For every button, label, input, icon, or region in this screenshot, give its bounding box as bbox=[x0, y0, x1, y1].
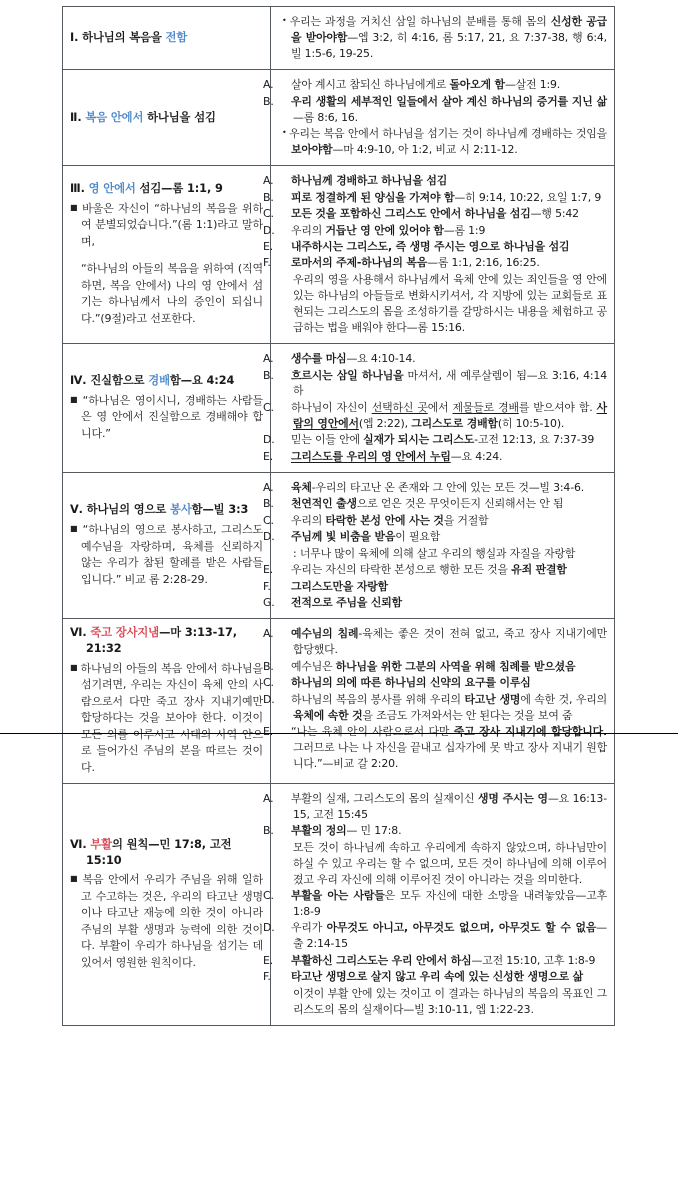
list-marker: E. bbox=[263, 563, 274, 577]
text-run: 신성한 공급을 받아야함 bbox=[291, 15, 607, 44]
list-marker: G. bbox=[263, 596, 275, 609]
list-item bbox=[263, 595, 607, 611]
text-run: 죽고 장사지냄 bbox=[90, 626, 160, 640]
point-list bbox=[263, 77, 607, 158]
text-run: 돌아오게 함 bbox=[449, 78, 505, 92]
table-row bbox=[63, 344, 615, 473]
text-run: 우리는 복음 안에서 하나님을 섬기는 것이 하나님께 경배하는 것임을 bbox=[289, 127, 607, 141]
section-heading-cell bbox=[63, 784, 271, 1026]
point-list bbox=[263, 791, 608, 1017]
text-run: 함—빌 3:3 bbox=[191, 503, 249, 517]
list-item bbox=[263, 351, 607, 367]
list-marker: D. bbox=[263, 433, 275, 447]
list-item bbox=[278, 272, 607, 336]
text-run: —히 9:14, 10:22, 요일 1:7, 9 bbox=[454, 190, 602, 204]
text-run: 보아야함 bbox=[291, 142, 333, 156]
text-run: 로마서의 주제-하나님의 복음 bbox=[291, 256, 428, 270]
section-note-bullet bbox=[70, 393, 263, 443]
text-run: 우리의 영을 사용해서 하나님께서 육체 안에 있는 죄인들을 영 안에 있는 하나님의 아들들로 변화시키셔서, 각 지방에 있는 교회들로 표현되는 그리스도의 몸을 조성하기를 갈망하시는 내용을 체험하고 공급하는 법을 배워야 한다 bbox=[293, 272, 607, 334]
section-heading-cell bbox=[63, 70, 271, 166]
list-item bbox=[263, 920, 607, 952]
text-run: 복음 안에서 bbox=[85, 110, 148, 124]
list-item bbox=[263, 692, 607, 724]
section-note-bullet bbox=[70, 661, 263, 777]
text-run: 을 조금도 가져와서는 안 된다는 것을 보여 줌 bbox=[362, 708, 573, 722]
list-marker: A. bbox=[263, 352, 274, 366]
page-break-rule bbox=[0, 733, 678, 734]
text-run: 주님께 빛 비춤을 받음 bbox=[291, 530, 396, 544]
list-item bbox=[263, 969, 607, 985]
text-run: 살아 계시고 참되신 하나님에게로 bbox=[291, 78, 450, 92]
section-heading bbox=[70, 625, 263, 656]
text-run: 모든 것이 하나님께 속하고 우리에게 속하지 않았으며, 하나님만이 하실 수 있고 우리는 할 수 없으며, 모든 것이 하나님에 의해 이루어 졌고 우리 자신에 의해 이루어진 것이 아니라는 것을 의미한다. bbox=[293, 840, 607, 886]
text-run: 우리가 bbox=[291, 921, 327, 935]
text-run: 에 속한 것, 우리의 bbox=[520, 692, 607, 706]
text-run: — 민 17:8. bbox=[346, 824, 402, 838]
text-run: 에서 bbox=[427, 400, 453, 414]
table-row bbox=[63, 784, 615, 1026]
list-marker: C. bbox=[263, 207, 274, 221]
text-run: —출 2:14-15 bbox=[293, 921, 607, 951]
section-note-text: 하나님의 아들의 복음 안에서 하나님을 섬기려면, 우리는 자신이 육체 안의 사람으로서 다만 죽고 장사 지내기예만 합당하다는 것을 보아야 한다. 이것이 모든 의를 이루시고 시대의 사역 안으로 들어가신 주님의 본을 따르는 것이다. bbox=[80, 661, 263, 774]
text-run: 우리는 과정을 거치신 삼일 하나님의 분배를 통해 몸의 bbox=[289, 15, 551, 28]
list-item bbox=[263, 94, 607, 126]
text-run: 흐르시는 삼일 하나님을 bbox=[291, 368, 404, 382]
square-bullet-icon: ■ bbox=[70, 202, 83, 212]
list-item bbox=[278, 986, 607, 1018]
list-item bbox=[263, 724, 607, 772]
list-item bbox=[263, 562, 607, 578]
text-run: 은 모두 자신에 대한 소망을 내려놓았음—고후 1:8-9 bbox=[293, 889, 608, 919]
square-bullet-icon: ■ bbox=[70, 662, 81, 672]
point-list bbox=[263, 351, 607, 464]
text-run: 하나님께 경배하고 하나님을 섬김 bbox=[291, 174, 448, 188]
list-item bbox=[263, 953, 607, 969]
section-numeral: Ⅳ. bbox=[70, 374, 91, 388]
text-run: -고전 12:13, 요 7:37-39 bbox=[474, 433, 595, 447]
list-item bbox=[263, 449, 607, 465]
text-run: —마 4:9-10, 아 1:2, 비교 시 2:11-12. bbox=[332, 142, 518, 156]
text-run: 피로 정결하게 된 양심을 가져야 함 bbox=[291, 190, 455, 204]
text-run: (엡 2:22), bbox=[358, 416, 412, 430]
text-run: : 너무나 많이 육체에 의해 살고 우리의 행실과 자질을 자랑함 bbox=[293, 546, 576, 560]
list-item bbox=[263, 513, 607, 529]
list-item bbox=[263, 626, 607, 658]
text-run: 하나님의 복음을 bbox=[82, 30, 166, 44]
point-list bbox=[263, 626, 607, 771]
section-numeral: Ⅵ. bbox=[70, 626, 91, 640]
text-run: 하나님의 의에 따른 하나님의 신약의 요구를 이루심 bbox=[291, 676, 531, 690]
dot-bullet-icon: • bbox=[282, 128, 290, 138]
text-run: 생명 주시는 영 bbox=[477, 792, 548, 806]
text-run: —요 4:24. bbox=[450, 449, 503, 463]
text-run: 사람의 영안에서 bbox=[293, 400, 607, 430]
list-item bbox=[263, 496, 607, 512]
text-run: 선택하신 곳 bbox=[371, 400, 428, 414]
point-list bbox=[278, 14, 607, 62]
text-run: 거듭난 영 안에 있어야 함 bbox=[325, 223, 444, 237]
section-heading bbox=[70, 110, 263, 126]
list-item bbox=[263, 223, 607, 239]
text-run: —행 5:42 bbox=[530, 207, 579, 221]
text-run: 봉사 bbox=[170, 503, 192, 517]
list-item bbox=[263, 659, 607, 675]
text-run: -우리의 타고난 온 존재와 그 안에 있는 모든 것—빌 3:4-6. bbox=[311, 481, 585, 495]
list-marker: E. bbox=[263, 724, 274, 738]
text-run: 믿는 이들 안에 bbox=[291, 433, 364, 447]
list-item bbox=[278, 840, 607, 888]
list-marker: A. bbox=[263, 174, 274, 188]
text-run: 하나님을 위한 그분의 사역을 위해 침례를 받으셨음 bbox=[335, 659, 576, 673]
table-row bbox=[63, 473, 615, 619]
section-heading-cell bbox=[63, 166, 271, 344]
text-run: 전적으로 주님을 신뢰함 bbox=[291, 596, 402, 609]
list-marker: E. bbox=[263, 240, 274, 254]
section-heading-cell bbox=[63, 619, 271, 784]
text-run: 부활 bbox=[90, 837, 112, 851]
list-item bbox=[263, 173, 607, 189]
list-item bbox=[263, 791, 607, 823]
text-run: —롬 15:16. bbox=[406, 320, 466, 334]
section-points-cell bbox=[263, 166, 615, 344]
list-item bbox=[263, 77, 607, 93]
list-item bbox=[263, 529, 607, 545]
list-marker: E. bbox=[263, 953, 274, 967]
list-item bbox=[263, 480, 607, 496]
text-run: —빌 3:10-11, 엡 1:22-23. bbox=[403, 1002, 534, 1016]
list-marker: C. bbox=[263, 676, 274, 690]
list-marker: A. bbox=[263, 792, 274, 806]
text-run: —고전 15:10, 고후 1:8-9 bbox=[471, 953, 596, 967]
list-marker: B. bbox=[263, 94, 274, 108]
section-note-bullet bbox=[70, 522, 263, 588]
list-item bbox=[263, 888, 608, 920]
list-item bbox=[278, 546, 607, 562]
list-item bbox=[263, 400, 607, 432]
text-run: 유죄 판결함 bbox=[511, 563, 567, 577]
text-run: -육체는 좋은 것이 전혀 없고, 죽고 장사 지내기에만 합당했다. bbox=[293, 627, 607, 657]
section-heading-cell bbox=[63, 344, 271, 473]
list-marker: C. bbox=[263, 400, 274, 414]
section-numeral: Ⅵ. bbox=[70, 837, 91, 851]
text-run: —롬 8:6, 16. bbox=[293, 110, 358, 124]
text-run: 그러므로 나는 나 자신을 끝내고 십자가에 못 박고 장사 지내기 원합니다.”—비교 갈 2:20. bbox=[293, 740, 607, 770]
text-run: 영 안에서 bbox=[88, 182, 140, 196]
text-run: 진실함으로 bbox=[90, 374, 149, 388]
section-note-paragraph: “하나님의 아들의 복음을 위하여 (직역하면, 복음 안에서) 나의 영 안에서 섬기는 하나님께서 나의 증인이 되십니다.”(9절)라고 선포한다. bbox=[81, 262, 263, 325]
list-item bbox=[263, 239, 607, 255]
section-points-cell bbox=[263, 784, 615, 1026]
section-points-cell bbox=[271, 7, 615, 70]
text-run: “나는 육체 안의 사람으로서 다만 bbox=[291, 724, 454, 738]
text-run: 으로 얻은 것은 무엇이든지 신뢰해서는 안 됨 bbox=[356, 497, 564, 511]
text-run: 제물들로 경배 bbox=[452, 400, 519, 414]
text-run: 섬김—롬 1:1, 9 bbox=[139, 182, 223, 196]
dot-bullet-icon: • bbox=[282, 16, 290, 25]
section-numeral: Ⅲ. bbox=[70, 182, 89, 196]
text-run: 타고난 생명 bbox=[464, 692, 521, 706]
list-item bbox=[278, 126, 607, 158]
square-bullet-icon: ■ bbox=[70, 394, 83, 404]
list-marker: A. bbox=[263, 627, 274, 641]
list-marker: B. bbox=[263, 190, 274, 204]
list-marker: E. bbox=[263, 449, 274, 463]
text-run: —마 3:13-17, 21:32 bbox=[86, 626, 237, 655]
text-run: 모든 것을 포함하신 그리스도 안에서 하나님을 섬김 bbox=[291, 207, 531, 221]
text-run: 우리 생활의 세부적인 일들에서 살아 계신 하나님의 증거를 지닌 삶 bbox=[291, 94, 607, 108]
text-run: —요 4:10-14. bbox=[346, 352, 416, 366]
text-run: —요 16:13-15, 고전 15:45 bbox=[293, 792, 607, 821]
text-run: 그리스도만을 자랑함 bbox=[291, 579, 388, 593]
list-item bbox=[278, 14, 607, 62]
list-marker: D. bbox=[263, 223, 275, 237]
section-numeral: Ⅴ. bbox=[70, 503, 87, 517]
text-run: 타락한 본성 안에 사는 것 bbox=[325, 513, 444, 527]
section-note-bullet bbox=[70, 872, 263, 971]
section-heading-cell bbox=[63, 473, 271, 619]
text-run: 의 원칙—민 17:8, 고전 15:10 bbox=[86, 837, 232, 867]
text-run: 을 거절함 bbox=[443, 513, 489, 527]
list-marker: B. bbox=[263, 497, 274, 511]
point-list bbox=[263, 480, 607, 611]
list-marker: D. bbox=[263, 530, 275, 544]
text-run: 하나님의 영으로 bbox=[86, 503, 171, 517]
table-row bbox=[63, 7, 615, 70]
section-heading-cell bbox=[63, 7, 271, 70]
section-note-text: 바울은 자신이 “하나님의 복음을 위하여 분별되었습니다.”(롬 1:1)라고 말하며, bbox=[81, 201, 263, 248]
list-marker: B. bbox=[263, 824, 274, 838]
text-run: 죽고 장사 지내기에 합당합니다. bbox=[453, 724, 607, 738]
text-run: —엡 3:2, 히 4:16, 롬 5:17, 21, 요 7:37-38, 행 6:4, 빌 1:5-6, 19-25. bbox=[291, 30, 607, 60]
text-run: 하나님의 복음의 봉사를 위해 우리의 bbox=[291, 692, 465, 706]
table-row bbox=[63, 166, 615, 344]
section-note-text: “하나님은 영이시니, 경배하는 사람들은 영 안에서 진실함으로 경배해야 합니다.” bbox=[81, 393, 263, 440]
list-marker: D. bbox=[263, 692, 275, 706]
text-run: 그리스도를 우리의 영 안에서 누림 bbox=[291, 449, 451, 463]
text-run: 우리의 bbox=[291, 223, 326, 237]
section-points-cell bbox=[263, 344, 615, 473]
text-run: 예수님은 bbox=[291, 659, 336, 673]
text-run: 천연적인 출생 bbox=[291, 497, 357, 511]
text-run: 이 필요함 bbox=[395, 530, 441, 544]
text-run: 생수를 마심 bbox=[291, 352, 347, 366]
text-run: 육체에 속한 것 bbox=[293, 708, 363, 722]
text-run: —살전 1:9. bbox=[504, 78, 561, 92]
text-run: 하나님을 섬김 bbox=[147, 110, 216, 124]
list-marker: A. bbox=[263, 78, 274, 92]
text-run: 부활의 정의 bbox=[291, 824, 347, 838]
text-run: 아무것도 아니고, 아무것도 없으며, 아무것도 할 수 없음 bbox=[326, 921, 597, 935]
square-bullet-icon: ■ bbox=[70, 874, 83, 884]
table-row bbox=[63, 70, 615, 166]
list-item bbox=[263, 368, 607, 400]
list-item bbox=[263, 255, 607, 271]
point-list bbox=[263, 173, 607, 335]
text-run: 마셔서, 새 예루살렘이 됨—요 3:16, 4:14하 bbox=[293, 368, 607, 398]
list-item bbox=[263, 190, 607, 206]
section-heading bbox=[70, 837, 263, 868]
table-row bbox=[63, 619, 615, 784]
section-points-cell bbox=[263, 473, 615, 619]
text-run: 부활의 실재, 그리스도의 몸의 실재이신 bbox=[291, 792, 478, 806]
list-marker: C. bbox=[263, 889, 274, 903]
text-run: 예수님의 침례 bbox=[291, 627, 359, 641]
section-points-cell bbox=[263, 70, 615, 166]
list-marker: F. bbox=[263, 256, 271, 270]
section-note-text: 복음 안에서 우리가 주님을 위해 일하고 수고하는 것은, 우리의 타고난 생명이나 타고난 재능에 의한 것이 아니라 주님의 부활 생명과 능력에 의한 것이다. 부활이 우리가 하나님을 섬기는 데 있어서 영원한 원칙이다. bbox=[81, 873, 263, 969]
section-points-cell bbox=[263, 619, 615, 784]
text-run: 우리는 자신의 타락한 본성으로 행한 모든 것을 bbox=[291, 563, 512, 577]
list-item bbox=[263, 675, 607, 691]
list-item bbox=[263, 206, 607, 222]
list-marker: B. bbox=[263, 368, 274, 382]
list-item bbox=[263, 823, 607, 839]
list-marker: A. bbox=[263, 481, 274, 495]
list-marker: D. bbox=[263, 921, 275, 935]
section-numeral: Ⅱ. bbox=[70, 110, 86, 124]
text-run: 경배 bbox=[148, 374, 170, 388]
text-run: 그리스도로 경배함 bbox=[411, 416, 498, 430]
text-run: 부활하신 그리스도는 우리 안에서 하심 bbox=[291, 953, 472, 967]
text-run: 를 받으셔야 함. bbox=[518, 400, 597, 414]
section-heading bbox=[70, 30, 263, 46]
text-run: 전함 bbox=[165, 30, 188, 44]
text-run: 하나님이 자신이 bbox=[291, 400, 372, 414]
bible-study-outline-table bbox=[62, 6, 615, 1026]
list-marker: F. bbox=[263, 579, 271, 593]
section-heading bbox=[70, 502, 263, 518]
text-run: (히 10:5-10). bbox=[497, 416, 565, 430]
text-run: 육체 bbox=[291, 481, 312, 495]
section-heading bbox=[70, 181, 263, 197]
text-run: —롬 1:9 bbox=[443, 223, 486, 237]
section-note-bullet bbox=[70, 201, 263, 251]
list-item bbox=[263, 579, 607, 595]
section-heading bbox=[70, 373, 263, 389]
text-run: 이것이 부활 안에 있는 것이고 이 결과는 하나님의 복음의 목표인 그리스도의 몸의 실재이다 bbox=[293, 986, 607, 1016]
square-bullet-icon: ■ bbox=[70, 524, 83, 534]
text-run: 함—요 4:24 bbox=[169, 374, 235, 388]
text-run: 부활을 아는 사람들 bbox=[291, 889, 385, 903]
list-marker: B. bbox=[263, 659, 274, 673]
list-marker: C. bbox=[263, 513, 274, 527]
list-marker: F. bbox=[263, 970, 271, 984]
text-run: 우리의 bbox=[291, 513, 326, 527]
text-run: 실재가 되시는 그리스도 bbox=[363, 433, 475, 447]
section-note-text: “하나님의 영으로 봉사하고, 그리스도 예수님을 자랑하며, 육체를 신뢰하지 않는 우리가 참된 할례를 받은 사람들입니다.” 비교 롬 2:28-29. bbox=[81, 523, 263, 586]
list-item bbox=[263, 432, 607, 448]
section-numeral: Ⅰ. bbox=[70, 30, 83, 44]
text-run: —롬 1:1, 2:16, 16:25. bbox=[427, 256, 540, 270]
text-run: 내주하시는 그리스도, 즉 생명 주시는 영으로 하나님을 섬김 bbox=[291, 240, 570, 254]
text-run: 타고난 생명으로 살지 않고 우리 속에 있는 신성한 생명으로 삶 bbox=[291, 970, 584, 984]
